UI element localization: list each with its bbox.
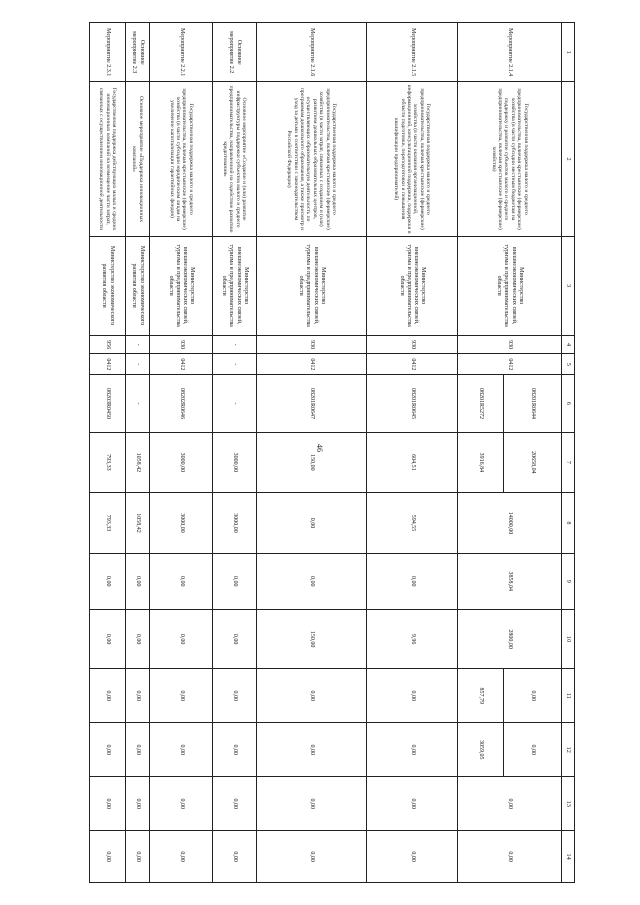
- amount-col11: 0,00: [504, 669, 562, 723]
- amount-col9: 0,00: [150, 553, 213, 609]
- total-amount: 1058,42: [126, 432, 150, 493]
- column-header: 4: [562, 335, 575, 354]
- total-amount: 150,00: [257, 432, 367, 493]
- column-header: 10: [562, 609, 575, 668]
- total-amount: 3000,00: [150, 432, 213, 493]
- csr-code: 08203R0450: [90, 375, 126, 432]
- amount-col13: 0,00: [126, 777, 150, 831]
- column-number-row: [562, 23, 575, 883]
- executor: Министерство экономического развития области: [90, 236, 126, 335]
- amount-col9: 0,00: [213, 553, 257, 609]
- total-amount: 20658,04: [504, 432, 562, 493]
- csr-code: 08201R0644: [504, 375, 562, 432]
- amount-col12-alt: 3059,05: [458, 723, 504, 777]
- amount-col12: 0,00: [126, 723, 150, 777]
- amount-col8: 594,55: [367, 493, 458, 554]
- amount-col9: 0,00: [90, 553, 126, 609]
- table-row: [90, 23, 126, 883]
- measure-description: Государственная поддержка малого и среднего предпринимательства, включая крестьянские (фермерские) хозяйства (в части субсидии юридическим лицам на увеличение капитализации гарантийных фондов): [150, 82, 213, 236]
- amount-col13: 0,00: [458, 777, 562, 831]
- column-header: 14: [562, 831, 575, 883]
- executor: Министерство внешнеэкономических связей, туризма и предпринимательства области: [367, 236, 458, 335]
- amount-col13: 0,00: [150, 777, 213, 831]
- measure-description: Государственная поддержка малого и среднего предпринимательства, включая крестьянские (фермерские) хозяйства (в части оказания организационной, информационной, консультационной поддержки, поддержки в области подготовки, переподготовки и повышения квалификации предпринимателей): [367, 82, 458, 236]
- amount-col12: 0,00: [90, 723, 126, 777]
- amount-col10: 2800,00: [458, 609, 562, 668]
- amount-col11: 0,00: [150, 669, 213, 723]
- executor: Министерство внешнеэкономических связей, туризма и предпринимательства области: [458, 236, 562, 335]
- column-header: 13: [562, 777, 575, 831]
- amount-col14: 0,00: [257, 831, 367, 883]
- amount-col11: 0,00: [126, 669, 150, 723]
- measure-description: Основное мероприятие «Поддержка инновационных компаний»: [126, 82, 150, 236]
- amount-col14: 0,00: [367, 831, 458, 883]
- amount-col14: 0,00: [458, 831, 562, 883]
- total-amount: 793,33: [90, 432, 126, 493]
- amount-col10: 0,00: [213, 609, 257, 668]
- page-number: 46: [315, 444, 324, 452]
- amount-col14: 0,00: [213, 831, 257, 883]
- measure-description: Государственная поддержка действующих малых и средних инновационных компаний на возмещение части затрат, связанных с осуществлением инновационной деятельности: [90, 82, 126, 236]
- amount-col9: 3858,04: [458, 553, 562, 609]
- amount-col12: 0,00: [367, 723, 458, 777]
- csr-code: -: [126, 375, 150, 432]
- column-header: 5: [562, 354, 575, 375]
- amount-col11: 0,00: [257, 669, 367, 723]
- amount-col10: 9,96: [367, 609, 458, 668]
- column-header: 3: [562, 236, 575, 335]
- amount-col11: 0,00: [367, 669, 458, 723]
- measure-name: Мероприятие 2.3.1: [90, 23, 126, 82]
- column-header: 11: [562, 669, 575, 723]
- measure-description: Государственная поддержка малого и среднего предпринимательства, включая крестьянские (фермерские) хозяйства (в части субсидии местным бюджетам на поддержку и развитие субъектов малого и среднего предпринимательства, включая крестьянские (фермерские) хозяйства): [458, 82, 562, 236]
- grbs-code: 930: [257, 335, 367, 354]
- total-amount: 604,51: [367, 432, 458, 493]
- executor: Министерство экономического развития области: [126, 236, 150, 335]
- column-header: 6: [562, 375, 575, 432]
- csr-code-alt: 08201R5272: [458, 375, 504, 432]
- amount-col11: 0,00: [213, 669, 257, 723]
- amount-col8: 3000,00: [213, 493, 257, 554]
- column-header: 7: [562, 432, 575, 493]
- column-header: 8: [562, 493, 575, 554]
- amount-col9: 0,00: [367, 553, 458, 609]
- table-row: [213, 23, 257, 883]
- grbs-code: -: [126, 335, 150, 354]
- rzpr-code: 0412: [367, 354, 458, 375]
- rzpr-code: 0412: [458, 354, 562, 375]
- amount-col14: 0,00: [90, 831, 126, 883]
- csr-code: 08202R0646: [150, 375, 213, 432]
- measure-description: Основное мероприятие «Создание и (или) развитие инфраструктуры поддержки субъектов малого и среднего предпринимательства, направленной на содействие развитию кредитования»: [213, 82, 257, 236]
- measure-description: Государственная поддержка малого и среднего предпринимательства, включая крестьянские (фермерские) хозяйства (в части затрат, связанных с созданием и (или) развитием дошкольных образовательных центров, осуществляющих образовательную деятельность по программам дошкольного образования, а также присмотр и уход за детьми в соответствии с законодательством Российской Федерации): [257, 82, 367, 236]
- measure-name: Мероприятие 2.2.1: [150, 23, 213, 82]
- amount-col14: 0,00: [150, 831, 213, 883]
- measure-name: Основное мероприятие 2.2: [213, 23, 257, 82]
- csr-code: -: [213, 375, 257, 432]
- csr-code: 08201R0647: [257, 375, 367, 432]
- table-row: [504, 23, 562, 883]
- amount-col8: 14000,00: [458, 493, 562, 554]
- amount-col14: 0,00: [126, 831, 150, 883]
- table-row: [367, 23, 458, 883]
- table-row: [150, 23, 213, 883]
- csr-code: 08201R0645: [367, 375, 458, 432]
- amount-col10: 0,00: [150, 609, 213, 668]
- table-row: [126, 23, 150, 883]
- amount-col11-alt: 857,79: [458, 669, 504, 723]
- amount-col9: 0,00: [257, 553, 367, 609]
- rzpr-code: -: [213, 354, 257, 375]
- rzpr-code: -: [126, 354, 150, 375]
- amount-col10: 0,00: [90, 609, 126, 668]
- column-header: 2: [562, 82, 575, 236]
- budget-table: [89, 22, 575, 883]
- amount-col12: 0,00: [150, 723, 213, 777]
- measure-name: Основное мероприятие 2.3: [126, 23, 150, 82]
- rotated-table-container: [98, 22, 575, 883]
- amount-col8: 1058,42: [126, 493, 150, 554]
- column-header: 1: [562, 23, 575, 82]
- grbs-code: 956: [90, 335, 126, 354]
- grbs-code: -: [213, 335, 257, 354]
- amount-col13: 0,00: [90, 777, 126, 831]
- amount-col12: 0,00: [257, 723, 367, 777]
- executor: Министерство внешнеэкономических связей, туризма и предпринимательства области: [150, 236, 213, 335]
- amount-col12: 0,00: [213, 723, 257, 777]
- amount-col8: 0,00: [257, 493, 367, 554]
- rzpr-code: 0412: [90, 354, 126, 375]
- total-amount-alt: 3916,84: [458, 432, 504, 493]
- amount-col9: 0,00: [126, 553, 150, 609]
- rzpr-code: 0412: [150, 354, 213, 375]
- grbs-code: 930: [458, 335, 562, 354]
- amount-col8: 3000,00: [150, 493, 213, 554]
- amount-col10: 0,00: [126, 609, 150, 668]
- executor: Министерство внешнеэкономических связей, туризма и предпринимательства области: [257, 236, 367, 335]
- rzpr-code: 0412: [257, 354, 367, 375]
- amount-col13: 0,00: [257, 777, 367, 831]
- amount-col13: 0,00: [367, 777, 458, 831]
- amount-col11: 0,00: [90, 669, 126, 723]
- executor: Министерство внешнеэкономических связей, туризма и предпринимательства области: [213, 236, 257, 335]
- measure-name: Мероприятие 2.1.5: [367, 23, 458, 82]
- column-header: 9: [562, 553, 575, 609]
- measure-name: Мероприятие 2.1.4: [458, 23, 562, 82]
- amount-col8: 793,33: [90, 493, 126, 554]
- table-row: [257, 23, 367, 883]
- column-header: 12: [562, 723, 575, 777]
- measure-name: Мероприятие 2.1.6: [257, 23, 367, 82]
- amount-col13: 0,00: [213, 777, 257, 831]
- grbs-code: 930: [150, 335, 213, 354]
- total-amount: 3000,00: [213, 432, 257, 493]
- grbs-code: 930: [367, 335, 458, 354]
- amount-col12: 0,00: [504, 723, 562, 777]
- amount-col10: 150,00: [257, 609, 367, 668]
